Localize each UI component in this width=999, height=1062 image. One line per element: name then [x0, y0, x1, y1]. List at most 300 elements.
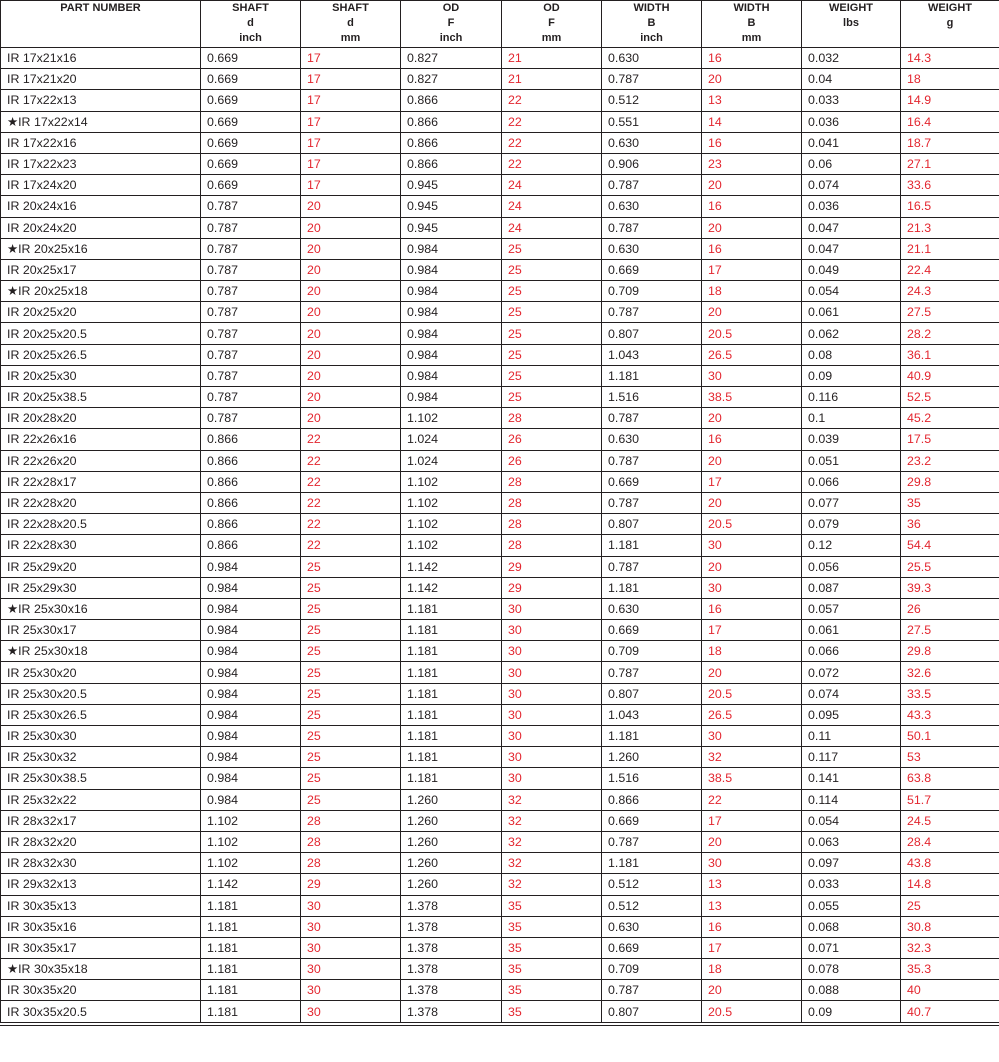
table-row — [1, 344, 999, 365]
part-number-cell — [1, 111, 201, 132]
part-number-cell — [1, 90, 201, 111]
od-inch-cell: 0.866 — [401, 90, 502, 111]
weight-g-cell: 35 — [901, 492, 999, 513]
part-number-label: IR 25x30x20 — [7, 665, 77, 680]
od-inch-cell: 1.378 — [401, 959, 502, 980]
shaft-mm-cell: 25 — [301, 662, 401, 683]
width-inch-cell: 0.630 — [602, 132, 702, 153]
shaft-inch-cell: 0.669 — [201, 48, 301, 69]
weight-lbs-cell: 0.141 — [802, 768, 901, 789]
part-number-label: IR 20x25x17 — [7, 262, 77, 277]
shaft-inch-cell: 0.669 — [201, 132, 301, 153]
table-row — [1, 874, 999, 895]
weight-g-cell: 24.3 — [901, 281, 999, 302]
weight-lbs-cell: 0.074 — [802, 683, 901, 704]
shaft-mm-cell: 20 — [301, 387, 401, 408]
width-inch-cell: 0.807 — [602, 514, 702, 535]
part-number-cell — [1, 387, 201, 408]
weight-g-cell: 40.9 — [901, 365, 999, 386]
part-number-label: IR 25x29x20 — [7, 559, 77, 574]
table-row — [1, 704, 999, 725]
od-mm-cell: 21 — [502, 69, 602, 90]
weight-g-cell: 40 — [901, 980, 999, 1001]
shaft-mm-cell: 20 — [301, 344, 401, 365]
od-mm-cell: 35 — [502, 1001, 602, 1022]
width-mm-cell: 13 — [702, 90, 802, 111]
od-mm-cell: 25 — [502, 238, 602, 259]
shaft-mm-cell: 25 — [301, 726, 401, 747]
od-mm-cell: 25 — [502, 302, 602, 323]
shaft-mm-cell: 28 — [301, 810, 401, 831]
weight-g-cell: 39.3 — [901, 577, 999, 598]
shaft-mm-cell: 20 — [301, 238, 401, 259]
shaft-mm-cell: 29 — [301, 874, 401, 895]
part-number-label: IR 25x32x22 — [7, 792, 77, 807]
weight-g-cell: 27.1 — [901, 153, 999, 174]
od-mm-cell: 28 — [502, 408, 602, 429]
width-inch-cell: 0.787 — [602, 980, 702, 1001]
shaft-inch-cell: 0.984 — [201, 683, 301, 704]
width-inch-cell: 0.709 — [602, 641, 702, 662]
od-mm-cell: 26 — [502, 450, 602, 471]
weight-lbs-cell: 0.033 — [802, 90, 901, 111]
part-number-cell — [1, 69, 201, 90]
width-inch-cell: 1.181 — [602, 577, 702, 598]
part-number-cell — [1, 789, 201, 810]
weight-lbs-cell: 0.078 — [802, 959, 901, 980]
shaft-mm-cell: 25 — [301, 704, 401, 725]
shaft-mm-cell: 22 — [301, 535, 401, 556]
shaft-inch-cell: 0.866 — [201, 471, 301, 492]
weight-lbs-cell: 0.062 — [802, 323, 901, 344]
shaft-inch-cell: 0.984 — [201, 747, 301, 768]
width-inch-cell: 0.787 — [602, 556, 702, 577]
width-inch-cell: 0.669 — [602, 471, 702, 492]
shaft-mm-cell: 25 — [301, 768, 401, 789]
part-number-cell — [1, 323, 201, 344]
part-number-label: IR 22x28x30 — [7, 538, 77, 553]
part-number-label: IR 25x30x17 — [7, 623, 77, 638]
part-number-label: IR 17x22x23 — [7, 157, 77, 172]
width-inch-cell: 0.787 — [602, 831, 702, 852]
od-inch-cell: 0.984 — [401, 259, 502, 280]
width-mm-cell: 20 — [702, 980, 802, 1001]
part-number-cell — [1, 916, 201, 937]
table-row — [1, 535, 999, 556]
weight-lbs-cell: 0.087 — [802, 577, 901, 598]
width-inch-cell: 0.787 — [602, 662, 702, 683]
shaft-mm-cell: 25 — [301, 789, 401, 810]
weight-lbs-cell: 0.061 — [802, 302, 901, 323]
bottom-rule — [0, 1025, 999, 1029]
width-inch-cell: 1.043 — [602, 344, 702, 365]
weight-g-cell: 30.8 — [901, 916, 999, 937]
width-mm-cell: 16 — [702, 429, 802, 450]
od-inch-cell: 0.984 — [401, 281, 502, 302]
od-mm-cell: 28 — [502, 492, 602, 513]
width-mm-cell: 20.5 — [702, 1001, 802, 1022]
od-inch-cell: 0.984 — [401, 302, 502, 323]
shaft-inch-cell: 0.984 — [201, 704, 301, 725]
part-number-label: IR 30x35x13 — [7, 898, 77, 913]
table-row — [1, 429, 999, 450]
shaft-mm-cell: 17 — [301, 90, 401, 111]
width-mm-cell: 32 — [702, 747, 802, 768]
shaft-mm-cell: 20 — [301, 281, 401, 302]
part-number-label: IR 22x28x20 — [7, 496, 77, 511]
od-inch-cell: 1.181 — [401, 598, 502, 619]
table-row — [1, 153, 999, 174]
od-mm-cell: 30 — [502, 683, 602, 704]
shaft-mm-cell: 30 — [301, 895, 401, 916]
od-mm-cell: 25 — [502, 344, 602, 365]
shaft-inch-cell: 0.669 — [201, 111, 301, 132]
table-row — [1, 747, 999, 768]
part-number-cell — [1, 704, 201, 725]
weight-g-cell: 23.2 — [901, 450, 999, 471]
width-mm-cell: 20.5 — [702, 683, 802, 704]
od-inch-cell: 1.260 — [401, 789, 502, 810]
table-row — [1, 471, 999, 492]
part-number-cell — [1, 768, 201, 789]
od-mm-cell: 22 — [502, 111, 602, 132]
star-icon: ★ — [7, 644, 19, 659]
od-mm-cell: 26 — [502, 429, 602, 450]
od-inch-cell: 1.102 — [401, 492, 502, 513]
od-inch-cell: 1.378 — [401, 916, 502, 937]
part-number-label: IR 17x22x13 — [7, 93, 77, 108]
od-inch-cell: 1.142 — [401, 556, 502, 577]
width-inch-cell: 0.709 — [602, 959, 702, 980]
width-mm-cell: 20.5 — [702, 323, 802, 344]
od-mm-cell: 28 — [502, 514, 602, 535]
weight-g-cell: 18 — [901, 69, 999, 90]
part-number-label: IR 17x21x16 — [7, 51, 77, 66]
part-number-cell — [1, 959, 201, 980]
shaft-mm-cell: 22 — [301, 429, 401, 450]
part-number-label: IR 20x25x20.5 — [7, 326, 87, 341]
od-inch-cell: 0.827 — [401, 48, 502, 69]
part-number-cell — [1, 683, 201, 704]
shaft-inch-cell: 0.787 — [201, 238, 301, 259]
table-row — [1, 90, 999, 111]
shaft-mm-cell: 30 — [301, 959, 401, 980]
part-number-label: IR 25x30x18 — [18, 644, 88, 659]
weight-lbs-cell: 0.072 — [802, 662, 901, 683]
table-row — [1, 683, 999, 704]
table-row — [1, 895, 999, 916]
weight-lbs-cell: 0.061 — [802, 620, 901, 641]
shaft-inch-cell: 0.984 — [201, 789, 301, 810]
table-row — [1, 281, 999, 302]
part-number-cell — [1, 492, 201, 513]
width-mm-cell: 18 — [702, 281, 802, 302]
table-row — [1, 48, 999, 69]
weight-lbs-cell: 0.11 — [802, 726, 901, 747]
table-row — [1, 450, 999, 471]
weight-lbs-cell: 0.12 — [802, 535, 901, 556]
part-number-label: IR 20x25x30 — [7, 368, 77, 383]
od-mm-cell: 22 — [502, 90, 602, 111]
shaft-mm-cell: 25 — [301, 747, 401, 768]
table-row — [1, 238, 999, 259]
width-mm-cell: 20 — [702, 175, 802, 196]
od-mm-cell: 24 — [502, 196, 602, 217]
part-number-cell — [1, 874, 201, 895]
table-row — [1, 323, 999, 344]
part-number-label: IR 25x30x38.5 — [7, 771, 87, 786]
weight-g-cell: 32.3 — [901, 937, 999, 958]
part-number-label: IR 20x25x26.5 — [7, 347, 87, 362]
shaft-inch-cell: 0.787 — [201, 365, 301, 386]
od-inch-cell: 1.102 — [401, 535, 502, 556]
shaft-inch-cell: 1.181 — [201, 959, 301, 980]
od-mm-cell: 30 — [502, 641, 602, 662]
od-inch-cell: 1.260 — [401, 874, 502, 895]
weight-g-cell: 27.5 — [901, 302, 999, 323]
weight-g-cell: 36 — [901, 514, 999, 535]
od-mm-cell: 25 — [502, 323, 602, 344]
od-mm-cell: 32 — [502, 789, 602, 810]
shaft-inch-cell: 0.984 — [201, 556, 301, 577]
width-mm-cell: 17 — [702, 937, 802, 958]
weight-lbs-cell: 0.09 — [802, 365, 901, 386]
width-inch-cell: 1.181 — [602, 535, 702, 556]
weight-g-cell: 25 — [901, 895, 999, 916]
shaft-mm-cell: 20 — [301, 259, 401, 280]
width-mm-cell: 14 — [702, 111, 802, 132]
part-number-cell — [1, 153, 201, 174]
shaft-inch-cell: 0.866 — [201, 535, 301, 556]
weight-g-cell: 36.1 — [901, 344, 999, 365]
weight-lbs-cell: 0.056 — [802, 556, 901, 577]
header-shaft-mm: SHAFT d mm — [301, 1, 401, 48]
od-mm-cell: 35 — [502, 916, 602, 937]
part-number-cell — [1, 641, 201, 662]
od-mm-cell: 24 — [502, 175, 602, 196]
od-inch-cell: 1.181 — [401, 683, 502, 704]
od-mm-cell: 30 — [502, 662, 602, 683]
table-row — [1, 111, 999, 132]
od-inch-cell: 0.984 — [401, 387, 502, 408]
shaft-mm-cell: 17 — [301, 153, 401, 174]
weight-lbs-cell: 0.036 — [802, 196, 901, 217]
shaft-inch-cell: 0.787 — [201, 196, 301, 217]
od-mm-cell: 25 — [502, 365, 602, 386]
weight-g-cell: 29.8 — [901, 471, 999, 492]
shaft-inch-cell: 1.181 — [201, 937, 301, 958]
od-mm-cell: 30 — [502, 747, 602, 768]
shaft-mm-cell: 20 — [301, 302, 401, 323]
od-inch-cell: 1.260 — [401, 810, 502, 831]
table-row — [1, 217, 999, 238]
table-body — [1, 48, 999, 1023]
width-mm-cell: 23 — [702, 153, 802, 174]
part-number-cell — [1, 1001, 201, 1022]
part-number-label: IR 28x32x20 — [7, 835, 77, 850]
part-number-label: IR 25x29x30 — [7, 580, 77, 595]
table-row — [1, 789, 999, 810]
od-mm-cell: 32 — [502, 853, 602, 874]
width-mm-cell: 30 — [702, 853, 802, 874]
width-inch-cell: 0.669 — [602, 259, 702, 280]
width-inch-cell: 0.787 — [602, 408, 702, 429]
od-mm-cell: 28 — [502, 535, 602, 556]
weight-g-cell: 27.5 — [901, 620, 999, 641]
star-icon: ★ — [7, 114, 19, 129]
weight-g-cell: 33.6 — [901, 175, 999, 196]
od-mm-cell: 32 — [502, 831, 602, 852]
od-inch-cell: 0.866 — [401, 153, 502, 174]
part-number-cell — [1, 831, 201, 852]
header-od-inch: OD F inch — [401, 1, 502, 48]
weight-lbs-cell: 0.054 — [802, 281, 901, 302]
weight-lbs-cell: 0.079 — [802, 514, 901, 535]
od-mm-cell: 30 — [502, 598, 602, 619]
part-number-label: IR 25x30x20.5 — [7, 686, 87, 701]
weight-lbs-cell: 0.1 — [802, 408, 901, 429]
od-inch-cell: 0.984 — [401, 323, 502, 344]
od-mm-cell: 29 — [502, 577, 602, 598]
od-inch-cell: 1.181 — [401, 726, 502, 747]
shaft-inch-cell: 0.787 — [201, 281, 301, 302]
weight-g-cell: 17.5 — [901, 429, 999, 450]
shaft-inch-cell: 1.142 — [201, 874, 301, 895]
part-number-cell — [1, 471, 201, 492]
weight-lbs-cell: 0.09 — [802, 1001, 901, 1022]
width-inch-cell: 0.630 — [602, 916, 702, 937]
width-inch-cell: 1.516 — [602, 768, 702, 789]
width-inch-cell: 0.787 — [602, 302, 702, 323]
weight-lbs-cell: 0.066 — [802, 471, 901, 492]
od-inch-cell: 0.866 — [401, 132, 502, 153]
width-inch-cell: 0.512 — [602, 895, 702, 916]
weight-g-cell: 24.5 — [901, 810, 999, 831]
part-number-label: IR 17x21x20 — [7, 72, 77, 87]
part-number-cell — [1, 302, 201, 323]
shaft-inch-cell: 0.787 — [201, 302, 301, 323]
width-inch-cell: 0.551 — [602, 111, 702, 132]
part-number-cell — [1, 132, 201, 153]
part-number-cell — [1, 365, 201, 386]
width-inch-cell: 0.787 — [602, 175, 702, 196]
width-mm-cell: 20 — [702, 217, 802, 238]
width-mm-cell: 30 — [702, 365, 802, 386]
weight-g-cell: 32.6 — [901, 662, 999, 683]
od-inch-cell: 1.260 — [401, 831, 502, 852]
width-inch-cell: 0.807 — [602, 323, 702, 344]
od-inch-cell: 1.378 — [401, 937, 502, 958]
shaft-inch-cell: 1.181 — [201, 895, 301, 916]
od-inch-cell: 1.142 — [401, 577, 502, 598]
weight-lbs-cell: 0.047 — [802, 217, 901, 238]
header-weight-lbs: WEIGHT lbs — [802, 1, 901, 48]
shaft-mm-cell: 25 — [301, 620, 401, 641]
weight-g-cell: 18.7 — [901, 132, 999, 153]
shaft-mm-cell: 30 — [301, 980, 401, 1001]
od-inch-cell: 0.945 — [401, 175, 502, 196]
part-number-label: IR 28x32x30 — [7, 856, 77, 871]
part-number-label: IR 25x30x32 — [7, 750, 77, 765]
od-inch-cell: 1.181 — [401, 641, 502, 662]
width-mm-cell: 16 — [702, 48, 802, 69]
shaft-inch-cell: 1.102 — [201, 810, 301, 831]
od-inch-cell: 1.024 — [401, 429, 502, 450]
width-mm-cell: 13 — [702, 874, 802, 895]
width-mm-cell: 20 — [702, 450, 802, 471]
width-mm-cell: 30 — [702, 535, 802, 556]
weight-lbs-cell: 0.032 — [802, 48, 901, 69]
part-number-cell — [1, 175, 201, 196]
shaft-inch-cell: 0.787 — [201, 323, 301, 344]
table-row — [1, 514, 999, 535]
part-number-cell — [1, 726, 201, 747]
part-number-label: IR 22x26x16 — [7, 432, 77, 447]
table-row — [1, 598, 999, 619]
part-number-label: IR 28x32x17 — [7, 813, 77, 828]
width-inch-cell: 1.260 — [602, 747, 702, 768]
part-number-label: IR 20x25x38.5 — [7, 390, 87, 405]
shaft-inch-cell: 0.787 — [201, 217, 301, 238]
od-inch-cell: 1.181 — [401, 662, 502, 683]
width-mm-cell: 16 — [702, 132, 802, 153]
weight-lbs-cell: 0.049 — [802, 259, 901, 280]
part-number-label: IR 30x35x18 — [18, 962, 88, 977]
od-inch-cell: 0.827 — [401, 69, 502, 90]
weight-lbs-cell: 0.054 — [802, 810, 901, 831]
weight-lbs-cell: 0.033 — [802, 874, 901, 895]
shaft-inch-cell: 0.984 — [201, 662, 301, 683]
shaft-mm-cell: 17 — [301, 69, 401, 90]
table-row — [1, 620, 999, 641]
width-inch-cell: 0.807 — [602, 1001, 702, 1022]
weight-g-cell: 51.7 — [901, 789, 999, 810]
od-mm-cell: 21 — [502, 48, 602, 69]
od-mm-cell: 25 — [502, 259, 602, 280]
weight-lbs-cell: 0.063 — [802, 831, 901, 852]
header-part-number: PART NUMBER — [1, 1, 201, 48]
shaft-mm-cell: 17 — [301, 175, 401, 196]
width-mm-cell: 38.5 — [702, 387, 802, 408]
shaft-inch-cell: 0.669 — [201, 175, 301, 196]
header-od-mm: OD F mm — [502, 1, 602, 48]
shaft-inch-cell: 0.669 — [201, 69, 301, 90]
od-mm-cell: 29 — [502, 556, 602, 577]
part-number-label: IR 20x25x16 — [18, 241, 88, 256]
width-mm-cell: 17 — [702, 471, 802, 492]
weight-g-cell: 22.4 — [901, 259, 999, 280]
table-row — [1, 937, 999, 958]
shaft-mm-cell: 22 — [301, 450, 401, 471]
table-row — [1, 556, 999, 577]
weight-lbs-cell: 0.06 — [802, 153, 901, 174]
part-number-label: IR 20x25x20 — [7, 305, 77, 320]
weight-lbs-cell: 0.055 — [802, 895, 901, 916]
weight-g-cell: 25.5 — [901, 556, 999, 577]
od-inch-cell: 0.945 — [401, 217, 502, 238]
od-mm-cell: 35 — [502, 895, 602, 916]
part-number-cell — [1, 853, 201, 874]
weight-g-cell: 14.8 — [901, 874, 999, 895]
width-mm-cell: 20.5 — [702, 514, 802, 535]
part-number-label: IR 30x35x20.5 — [7, 1004, 87, 1019]
shaft-inch-cell: 0.787 — [201, 259, 301, 280]
width-mm-cell: 20 — [702, 831, 802, 852]
part-number-label: IR 22x28x20.5 — [7, 517, 87, 532]
od-mm-cell: 22 — [502, 153, 602, 174]
part-number-label: IR 22x28x17 — [7, 474, 77, 489]
part-number-cell — [1, 217, 201, 238]
